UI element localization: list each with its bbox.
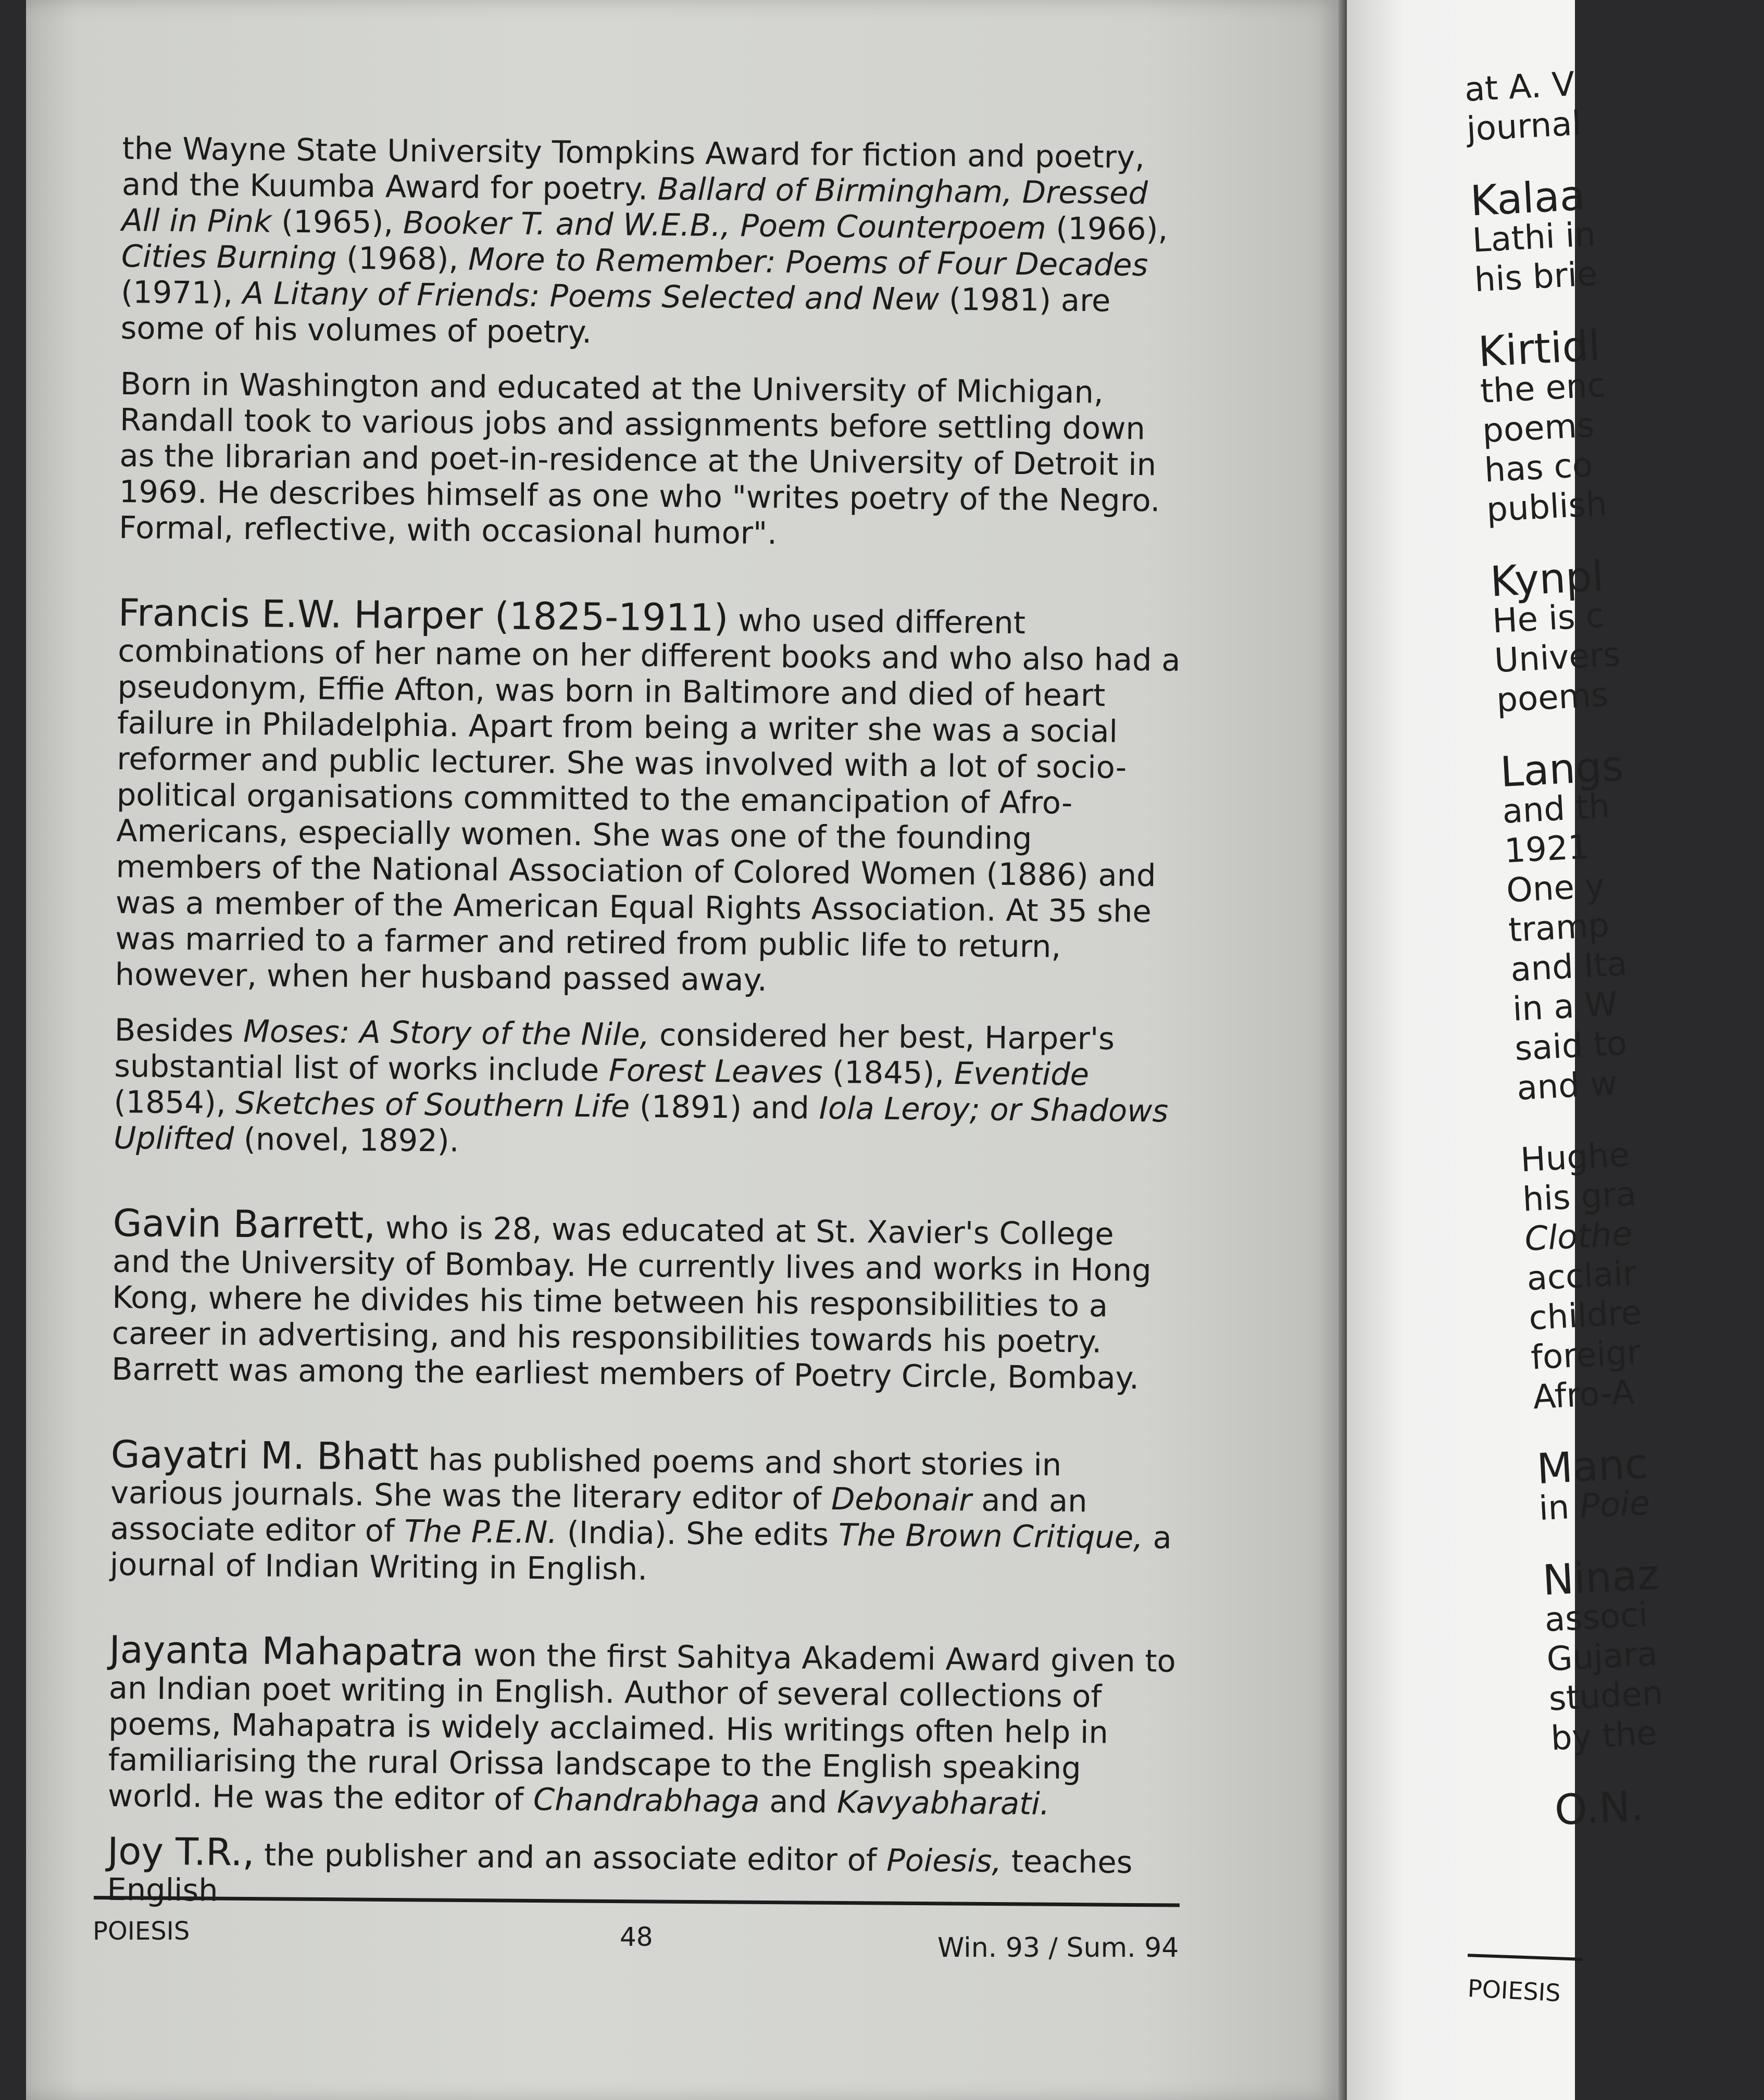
text-line-fragment: his gra	[1521, 1174, 1637, 1219]
text-line-fragment: acclair	[1525, 1254, 1637, 1298]
text-run: teaches English	[107, 1843, 1133, 1908]
text-line-fragment: Univers	[1493, 635, 1622, 681]
text-run: the publisher and an associate editor of	[254, 1836, 887, 1878]
text-line-fragment: Afro-A	[1532, 1373, 1635, 1417]
text-line-fragment: has co	[1483, 446, 1594, 490]
text-run: (1971),	[120, 273, 243, 311]
text-line-fragment: poems	[1481, 406, 1595, 451]
text-line-fragment: in a W	[1511, 985, 1619, 1029]
text-run: won the first Sahitya Akademi Award given to an Indian poet writing in English. Author of several collections of poems, Mahapatra is widely acclaimed. His writings often help in familiarising the rural Orissa landscape to the English speaking world. He was the editor of	[107, 1636, 1176, 1818]
contributor-name-fragment: Kynpl	[1489, 552, 1605, 606]
italic-title: Iola Leroy; or Shadows Uplifted	[113, 1090, 1169, 1157]
contributor-name: Gavin Barrett,	[112, 1201, 376, 1247]
text-line-fragment: by the	[1549, 1714, 1658, 1758]
text-run: considered her best, Harper's substantial list of works include	[114, 1016, 1115, 1089]
text-run: a journal of Indian Writing in English.	[109, 1519, 1172, 1587]
italic-title: Forest Leaves	[608, 1052, 823, 1090]
text-line-fragment: journal	[1466, 104, 1582, 149]
italic-title: Clothe	[1523, 1215, 1633, 1259]
text-run: (1965),	[271, 203, 404, 241]
text-run: (1981) are some of his volumes of poetry.	[120, 281, 1111, 350]
italic-title: Eventide	[954, 1055, 1090, 1093]
contributor-name: Gayatri M. Bhatt	[110, 1432, 419, 1479]
text-run: Besides	[114, 1011, 244, 1049]
text-line-fragment: Hughe	[1519, 1135, 1631, 1180]
text-run: (1854),	[114, 1083, 236, 1121]
italic-title: Poiesis,	[886, 1842, 1002, 1879]
contributor-name: Joy T.R.,	[107, 1829, 255, 1874]
text-line-fragment: Lathi in	[1471, 215, 1597, 260]
text-run: (novel, 1892).	[233, 1120, 459, 1159]
italic-title: Booker T. and W.E.B., Poem Counterpoem	[403, 204, 1046, 246]
paragraph	[115, 590, 1186, 1002]
paragraph	[111, 1201, 1181, 1396]
text-run: who used different combinations of her name on her different books and who also had a pseudonym, Effie Afton, was born in Baltimore and died of heart failure in Philadelphia. Apart from being a writer she was a social reformer and public lecturer. She was involved with a lot of socio-political organisations committed to the emancipation of Afro-Americans, especially women. She was one of the founding members of the National Association of Colored Women (1886) and was a member of the American Equal Rights Association. At 35 she was married to a farmer and retired from public life to return, however, when her husband passed away.	[115, 602, 1181, 998]
text-run: (1891) and	[629, 1088, 819, 1126]
text-line-fragment: and Ita	[1509, 944, 1629, 990]
italic-title: The Brown Critique,	[838, 1517, 1144, 1556]
text-line-fragment: and th	[1501, 787, 1611, 831]
text-line-fragment: 1921	[1503, 828, 1591, 871]
text-line-fragment: childre	[1528, 1293, 1643, 1338]
contributor-name: Jayanta Mahapatra	[109, 1627, 464, 1674]
contributors-notes-text	[107, 130, 1190, 1936]
text-line-fragment: tramp	[1507, 906, 1610, 950]
contributor-name-fragment: Manc	[1535, 1439, 1649, 1494]
paragraph	[120, 130, 1190, 355]
contributor-name: Francis E.W. Harper (1825-1911)	[118, 590, 729, 640]
paragraph	[107, 1627, 1177, 1823]
italic-title: Moses: A Story of the Nile,	[243, 1013, 650, 1053]
text-line-fragment: in Poie	[1537, 1484, 1651, 1529]
footer-issue: Win. 93 / Sum. 94	[937, 1932, 1179, 1964]
right-footer-journal-name: POIESIS	[1467, 1974, 1561, 2007]
italic-title: The P.E.N.	[404, 1512, 558, 1551]
text-line-fragment: publish	[1485, 484, 1608, 530]
text-run: the Wayne State University Tompkins Award for fiction and poetry, and the Kuumba Award for poetry.	[121, 130, 1145, 207]
text-run: (1968),	[336, 240, 469, 277]
text-run: (India). She edits	[557, 1514, 839, 1553]
italic-title: Debonair	[831, 1480, 972, 1518]
contributor-name-fragment: O.N.	[1553, 1781, 1645, 1835]
contributor-name-fragment: Langs	[1499, 741, 1625, 797]
text-line-fragment: said to	[1513, 1024, 1628, 1069]
text-line-fragment: poems	[1495, 676, 1609, 720]
italic-title: A Litany of Friends: Poems Selected and New	[242, 275, 940, 317]
footer-journal-name: POIESIS	[93, 1917, 190, 1946]
book-gutter	[1338, 0, 1347, 2100]
text-line-fragment: associ	[1544, 1595, 1649, 1640]
paragraph	[114, 1012, 1182, 1165]
contributor-name-fragment: Kalaa	[1469, 171, 1586, 226]
text-line-fragment: Gujara	[1546, 1634, 1659, 1679]
text-line-fragment: studen	[1547, 1674, 1665, 1719]
text-run: (1966),	[1046, 210, 1168, 247]
paragraph	[119, 366, 1188, 555]
text-run: has published poems and short stories in various journals. She was the literary editor of	[110, 1441, 1062, 1517]
italic-title: Sketches of Southern Life	[235, 1084, 630, 1124]
paragraph	[109, 1432, 1179, 1592]
text-run: and	[759, 1783, 837, 1820]
text-line-fragment: and w	[1516, 1064, 1619, 1108]
italic-title: More to Remember: Poems of Four Decades	[468, 241, 1148, 283]
text-line-fragment: the enc	[1479, 366, 1607, 411]
italic-title: Ballard of Birmingham, Dressed All in Pink	[121, 170, 1148, 240]
text-line-fragment: He is c	[1491, 596, 1605, 641]
italic-title: Chandrabhaga	[533, 1781, 760, 1819]
text-run: and an associate editor of	[110, 1482, 1087, 1549]
italic-title: Poie	[1579, 1484, 1651, 1527]
text-line-fragment: foreigr	[1530, 1333, 1642, 1378]
text-line-fragment: at A. V	[1463, 65, 1576, 109]
text-run: who is 28, was educated at St. Xavier's College and the University of Bombay. He currently lives and works in Hong Kong, where he divides his time between his responsibilities to a career in advertising, and his responsibilities towards his poetry. Barrett was among the earliest members of Poetry Circle, Bombay.	[111, 1209, 1152, 1396]
contributor-name-fragment: Kirtidl	[1477, 321, 1602, 377]
text-run: Born in Washington and educated at the University of Michigan, Randall took to various jobs and assignments before settling down as the librarian and poet-in-residence at the University of Detroit in 1969. He describes himself as one who "writes poetry of the Negro. Formal, reflective, with occasional humor".	[119, 365, 1160, 551]
text-line-fragment: One y	[1505, 867, 1606, 910]
italic-title: Cities Burning	[121, 238, 337, 276]
page-number: 48	[620, 1922, 653, 1952]
text-line-fragment: his brie	[1473, 255, 1598, 300]
contributor-name-fragment: Ninaz	[1541, 1550, 1660, 1605]
text-run: (1845),	[822, 1054, 955, 1092]
italic-title: Kavyabharati.	[836, 1784, 1050, 1822]
